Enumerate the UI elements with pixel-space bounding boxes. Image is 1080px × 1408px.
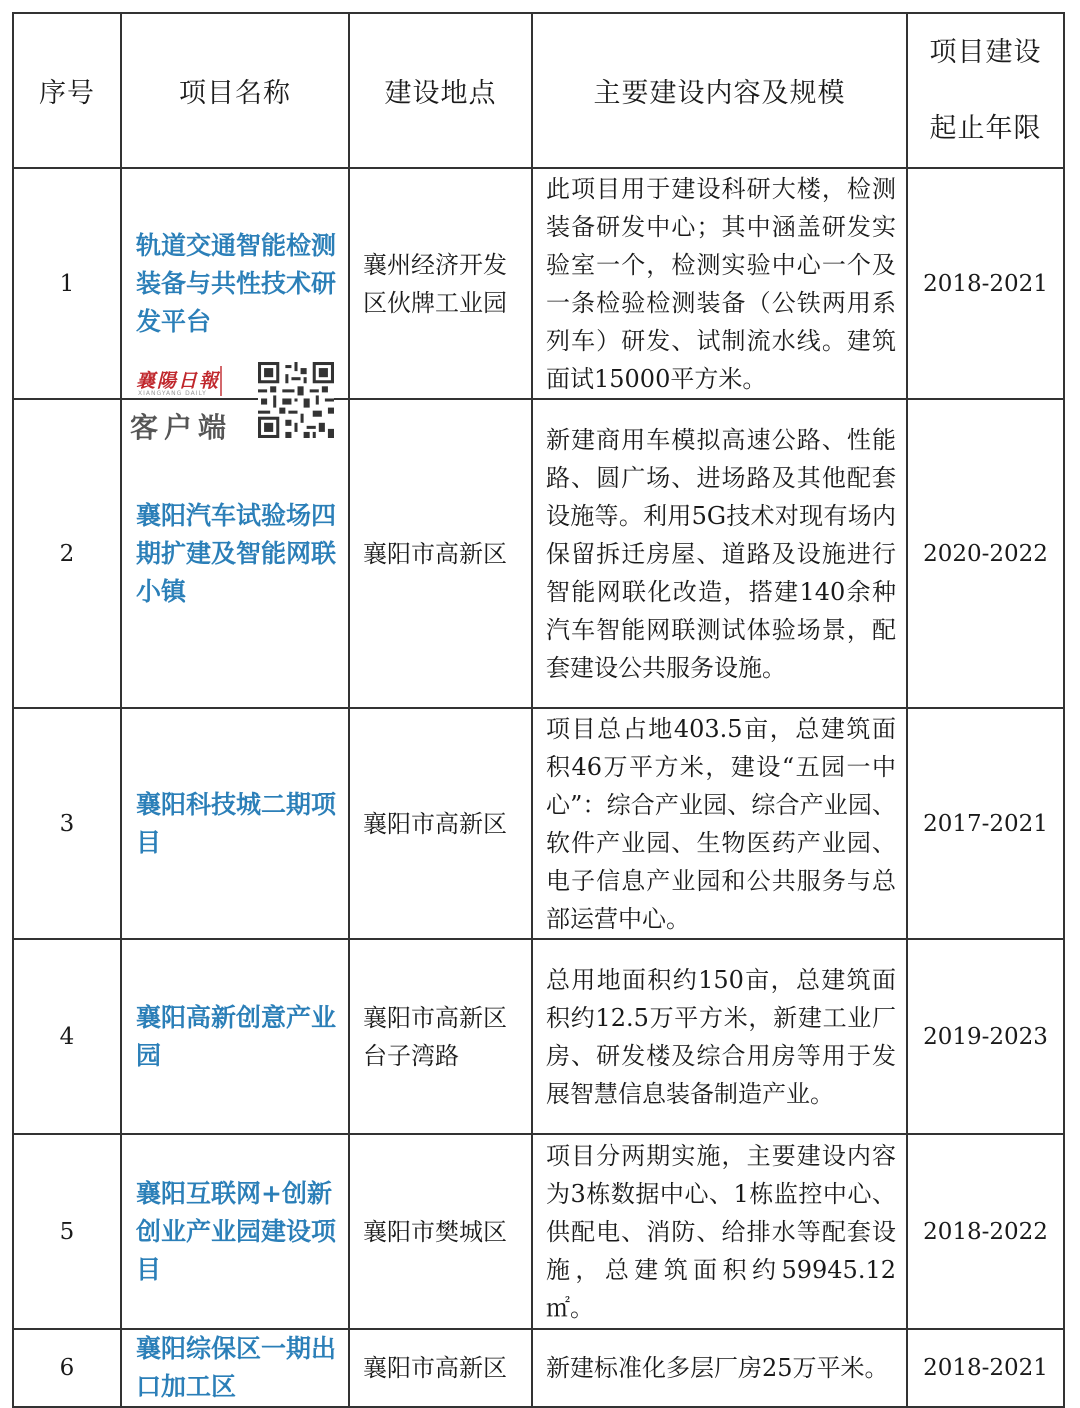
row-content: 项目总占地403.5亩，总建筑面积46万平方米，建设“五园一中心”：综合产业园、综合产业园、软件产业园、生物医药产业园、电子信息产业园和公共服务与总部运营中心。: [532, 708, 907, 939]
row-location: 襄阳市高新区台子湾路: [349, 939, 532, 1134]
row-location: 襄阳市高新区: [349, 399, 532, 708]
row-seq: 1: [13, 168, 121, 399]
table-row: [13, 1134, 1064, 1329]
header-content: 主要建设内容及规模: [532, 13, 907, 168]
watermark-client: 客户端: [130, 411, 233, 444]
row-location: 襄阳市高新区: [349, 1329, 532, 1407]
row-content: 总用地面积约150亩，总建筑面积约12.5万平方米，新建工业厂房、研发楼及综合用房等用于发展智慧信息装备制造产业。: [532, 939, 907, 1134]
row-content: 项目分两期实施，主要建设内容为3栋数据中心、1栋监控中心、供配电、消防、给排水等配套设施，总建筑面积约59945.12㎡。: [532, 1134, 907, 1329]
row-seq: 6: [13, 1329, 121, 1407]
row-period: 2020-2022: [907, 399, 1064, 708]
row-project-name: 襄阳高新创意产业园: [121, 939, 349, 1134]
watermark-brand-sub: XIANGYANG DAILY: [138, 390, 207, 397]
table-header-row: [13, 13, 1064, 168]
row-seq: 2: [13, 399, 121, 708]
watermark-brand: 襄陽日報: [136, 370, 221, 392]
row-period: 2018-2021: [907, 168, 1064, 399]
header-seq: 序号: [13, 13, 121, 168]
table-row: [13, 939, 1064, 1134]
row-location: 襄州经济开发区伙牌工业园: [349, 168, 532, 399]
row-seq: 5: [13, 1134, 121, 1329]
row-period: 2018-2021: [907, 1329, 1064, 1407]
row-period: 2019-2023: [907, 939, 1064, 1134]
header-period-line1: 项目建设: [929, 36, 1042, 68]
row-period: 2017-2021: [907, 708, 1064, 939]
row-seq: 4: [13, 939, 121, 1134]
header-period-line2: 起止年限: [929, 112, 1042, 144]
header-period: [907, 13, 1064, 168]
watermark-divider: [220, 366, 222, 396]
row-project-name: 襄阳综保区一期出口加工区: [121, 1329, 349, 1407]
row-content: 新建商用车模拟高速公路、性能路、圆广场、进场路及其他配套设施等。利用5G技术对现有场内保留拆迁房屋、道路及设施进行智能网联化改造，搭建140余种汽车智能网联测试体验场景，配套建设公共服务设施。: [532, 399, 907, 708]
row-period: 2018-2022: [907, 1134, 1064, 1329]
row-project-name: 襄阳互联网+创新创业产业园建设项目: [121, 1134, 349, 1329]
row-project-name: 襄阳科技城二期项目: [121, 708, 349, 939]
qr-code-icon: [258, 362, 334, 438]
header-location: 建设地点: [349, 13, 532, 168]
project-table-container: [12, 12, 1065, 1408]
row-location: 襄阳市樊城区: [349, 1134, 532, 1329]
row-location: 襄阳市高新区: [349, 708, 532, 939]
row-content: 新建标准化多层厂房25万平米。: [532, 1329, 907, 1407]
row-project-name: 襄阳汽车试验场四期扩建及智能网联小镇: [121, 399, 349, 708]
row-project-name: 轨道交通智能检测装备与共性技术研发平台: [121, 168, 349, 399]
watermark-logo: [122, 362, 342, 444]
row-seq: 3: [13, 708, 121, 939]
table-row: [13, 708, 1064, 939]
project-table: [12, 12, 1065, 1408]
row-content: 此项目用于建设科研大楼，检测装备研发中心；其中涵盖研发实验室一个，检测实验中心一个及一条检验检测装备（公铁两用系列车）研发、试制流水线。建筑面试15000平方米。: [532, 168, 907, 399]
header-name: 项目名称: [121, 13, 349, 168]
table-row: [13, 1329, 1064, 1407]
